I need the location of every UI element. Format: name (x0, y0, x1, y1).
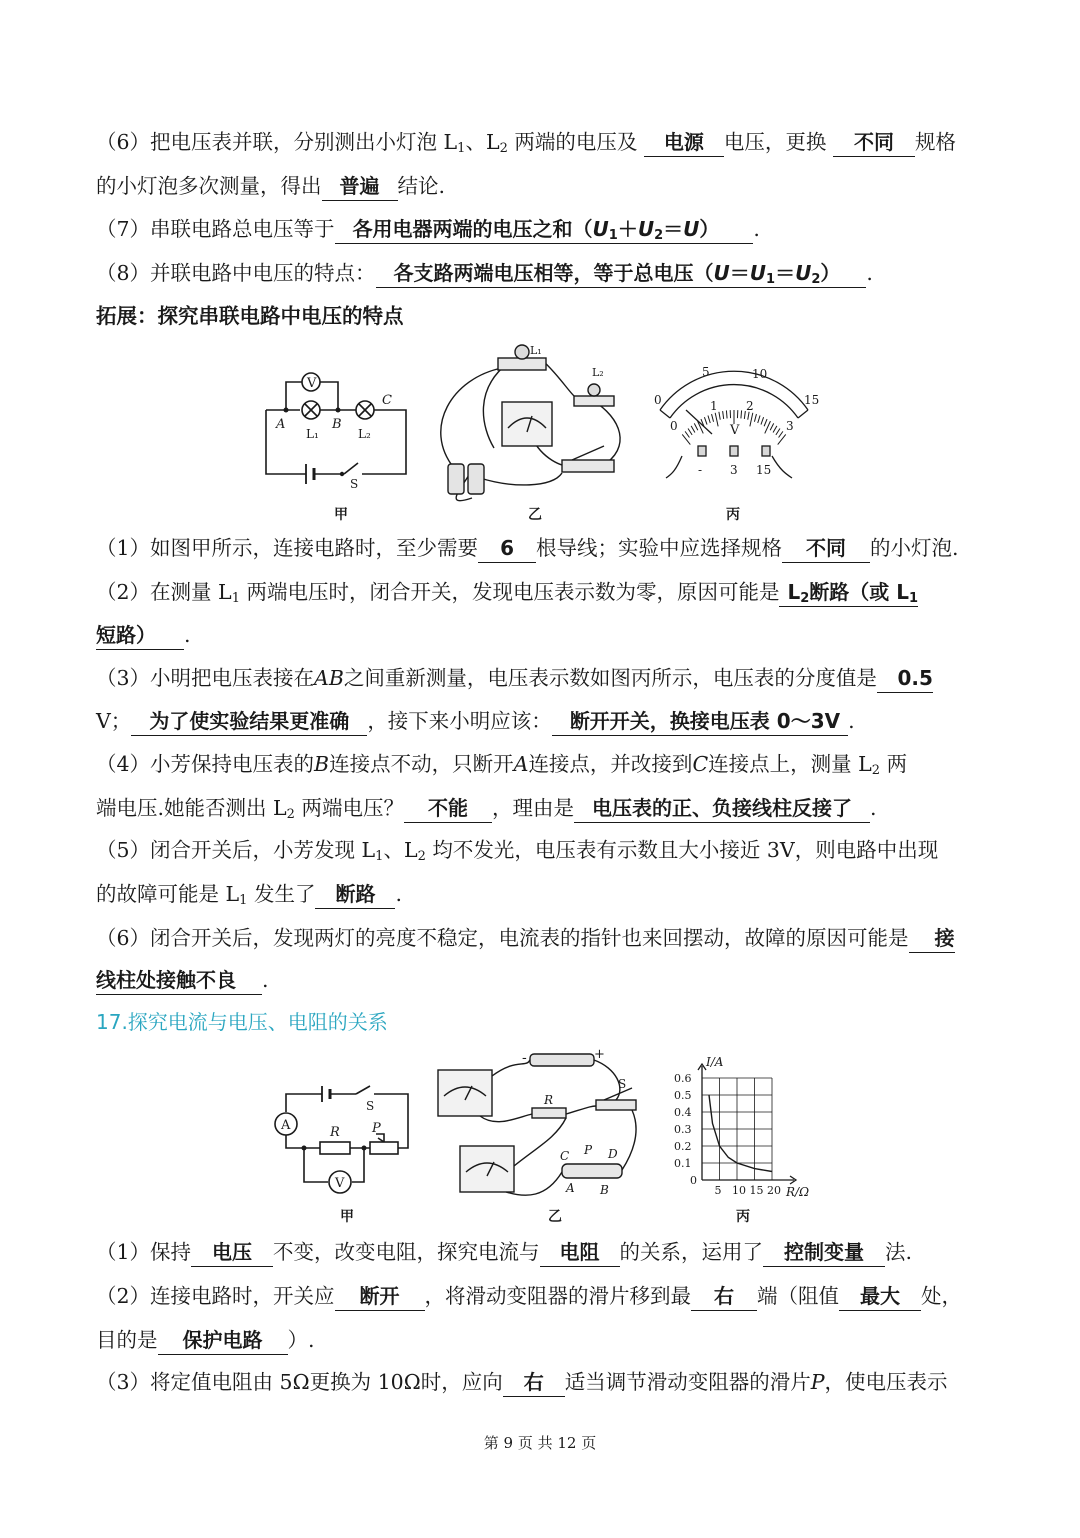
battery-minus-label: - (522, 1050, 527, 1066)
switch-label: S (618, 1077, 627, 1091)
y-tick-label: 0.1 (674, 1157, 692, 1170)
answer-blank: 右 (503, 1368, 565, 1397)
answer-blank: 各支路两端电压相等，等于总电压$(U=U_1=U_2)$ (376, 259, 867, 288)
figure1-yi-caption: 乙 (528, 507, 542, 523)
figure1-yi-apparatus (432, 338, 632, 508)
dial-tick (779, 431, 783, 437)
x-tick-label: 10 (732, 1184, 746, 1197)
dial-tick (688, 429, 692, 435)
dial-tick (719, 412, 720, 420)
line-q6-cont: 的小灯泡多次测量，得出 普遍 结论. (96, 172, 445, 201)
dial-tick (776, 429, 780, 435)
answer-blank: 电压 (191, 1238, 273, 1267)
figure2-yi-apparatus (436, 1048, 646, 1204)
inner-scale-label: 2 (746, 399, 754, 413)
answer-blank: 不同 (833, 128, 915, 157)
x-axis-label: R/Ω (786, 1185, 810, 1199)
answer-blank: 不同 (782, 534, 870, 563)
dial-tick (685, 431, 689, 437)
line-17-q2: （2）连接电路时，开关应 断开 ，将滑动变阻器的滑片移到最 右 端（阻值 最大 处， (96, 1282, 962, 1311)
line-ext-q2: （2）在测量 $L_1$ 两端电压时，闭合开关，发现电压表示数为零，原因可能是 $L_2$断路（或 $L_1$ (96, 580, 919, 606)
y-tick-label: 0.6 (674, 1072, 692, 1085)
y-tick-label: 0.3 (674, 1123, 692, 1136)
terminal-label: - (698, 463, 703, 477)
dial-tick (754, 414, 756, 422)
line-q6: （6）把电压表并联，分别测出小灯泡 $L_1$、$L_2$ 两端的电压及 电源 电压，更换 不同 规格 (96, 130, 956, 156)
current-curve (709, 1095, 772, 1172)
terminal-b-label: B (600, 1183, 609, 1197)
dial-tick (694, 423, 698, 430)
line-ext-q2-cont: 短路） . (96, 621, 191, 650)
answer-blank: 线柱处接触不良 (96, 966, 262, 995)
ammeter-label: A (281, 1118, 291, 1133)
dial-tick (715, 413, 718, 427)
y-axis-label: I/A (706, 1055, 724, 1069)
terminal-label: 3 (730, 463, 738, 477)
x-tick-label: 20 (767, 1184, 781, 1197)
terminal-label: 15 (756, 463, 772, 477)
line-ext-q6: （6）闭合开关后，发现两灯的亮度不稳定，电流表的指针也来回摆动，故障的原因可能是 接 (96, 924, 955, 953)
resistor-label: R (330, 1125, 340, 1140)
dial-tick (758, 416, 760, 424)
x-tick-label: 15 (749, 1184, 764, 1197)
point-a-label: A (276, 417, 286, 432)
battery-plus-label: + (594, 1047, 605, 1062)
dial-tick (770, 423, 774, 430)
outer-scale-label: 10 (752, 367, 768, 381)
line-q7: （7）串联电路总电压等于 各用电器两端的电压之和$(U_1+U_2=U)$ . (96, 217, 760, 243)
dial-tick (723, 411, 724, 419)
outer-scale-label: 5 (702, 365, 710, 379)
lamp-l1-label: L₁ (306, 427, 319, 441)
y-tick-label: 0.2 (674, 1140, 692, 1153)
dial-tick (691, 426, 695, 433)
line-ext-q4: （4）小芳保持电压表的B连接点不动，只断开A连接点，并改接到C连接点上，测量 $L_2$ 两 (96, 752, 908, 778)
switch-label: S (366, 1099, 375, 1113)
section-heading-17: 17.探究电流与电压、电阻的关系 (96, 1010, 388, 1034)
dial-tick (682, 434, 690, 444)
dial-tick (726, 410, 727, 418)
answer-blank: 接 (909, 924, 955, 953)
figure1-bing-caption: 丙 (726, 507, 740, 523)
switch-label: S (350, 477, 359, 491)
answer-blank: $L_2$断路（或 $L_1$ (779, 578, 918, 607)
terminal-a-label: A (566, 1181, 575, 1195)
figure1-jia-circuit (258, 362, 418, 492)
point-c-label: C (382, 393, 392, 408)
figure2-jia-circuit (266, 1086, 416, 1198)
line-17-q1: （1）保持 电压 不变，改变电阻，探究电流与 电阻 的关系，运用了 控制变量 法. (96, 1238, 912, 1267)
section-heading-extension: 拓展：探究串联电路中电压的特点 (96, 304, 404, 328)
dial-tick (778, 434, 786, 444)
figure2-bing-chart (670, 1056, 820, 1200)
answer-blank: 短路） (96, 621, 184, 650)
answer-blank: 断路 (315, 880, 395, 909)
answer-blank: 各用电器两端的电压之和$(U_1+U_2=U)$ (335, 215, 754, 244)
answer-blank: 断开 (335, 1282, 425, 1311)
line-ext-q3-cont: V； 为了使实验结果更准确 ，接下来小明应该： 断开开关，换接电压表 0～3V . (96, 707, 855, 736)
answer-blank: 最大 (839, 1282, 921, 1311)
outer-scale-label: 15 (804, 393, 820, 407)
answer-blank: 不能 (404, 794, 492, 823)
unit-label: V (730, 423, 740, 438)
figure2-bing-caption: 丙 (736, 1209, 750, 1225)
y-tick-label: 0 (690, 1174, 697, 1187)
figure2-jia-caption: 甲 (340, 1209, 354, 1225)
answer-blank: 电阻 (540, 1238, 620, 1267)
dial-tick (761, 417, 764, 424)
slider-p-label: P (584, 1143, 593, 1157)
y-tick-label: 0.5 (674, 1089, 692, 1102)
inner-scale-label: 3 (786, 419, 794, 433)
resistor-label: R (544, 1093, 554, 1107)
terminal-c-label: C (560, 1149, 570, 1163)
terminal-d-label: D (608, 1147, 618, 1161)
inner-scale-label: 1 (710, 399, 718, 413)
outer-scale-label: 0 (654, 393, 662, 407)
answer-blank: 电压表的正、负接线柱反接了 (574, 794, 870, 823)
line-17-q2-cont: 目的是 保护电路 ）. (96, 1326, 315, 1355)
x-tick-label: 5 (714, 1184, 722, 1197)
dial-tick (741, 410, 742, 418)
line-ext-q5-cont: 的故障可能是 $L_1$ 发生了 断路 . (96, 882, 402, 908)
inner-scale-label: 0 (670, 419, 678, 433)
answer-blank: 右 (691, 1282, 757, 1311)
answer-blank: 电源 (644, 128, 724, 157)
answer-blank: 控制变量 (763, 1238, 885, 1267)
dial-tick (712, 414, 714, 422)
dial-tick (704, 417, 707, 424)
line-ext-q4-cont: 端电压.她能否测出 $L_2$ 两端电压？ 不能 ，理由是 电压表的正、负接线柱反接了 . (96, 796, 877, 822)
voltmeter-label: V (335, 1176, 345, 1191)
dial-tick (708, 416, 710, 424)
line-q8: （8）并联电路中电压的特点： 各支路两端电压相等，等于总电压$(U=U_1=U_2)$ . (96, 261, 873, 287)
answer-blank: 6 (478, 534, 536, 563)
figure1-jia-caption: 甲 (334, 507, 348, 523)
y-tick-label: 0.4 (674, 1106, 692, 1119)
line-ext-q6-cont: 线柱处接触不良 . (96, 966, 269, 995)
line-17-q3: （3）将定值电阻由 5Ω更换为 10Ω时，应向 右 适当调节滑动变阻器的滑片P，使电压表示 (96, 1368, 948, 1397)
dial-tick (773, 426, 777, 433)
dial-tick (764, 419, 767, 426)
lamp-l2-label: L₂ (592, 366, 604, 379)
answer-blank: 断开开关，换接电压表 0～3V (552, 707, 848, 736)
answer-blank: 保护电路 (158, 1326, 288, 1355)
lamp-l2-label: L₂ (358, 427, 371, 441)
line-ext-q1: （1）如图甲所示，连接电路时，至少需要 6 根导线；实验中应选择规格 不同 的小灯泡. (96, 534, 959, 563)
answer-blank: 0.5 (877, 664, 933, 693)
dial-tick (750, 413, 753, 427)
point-b-label: B (332, 417, 342, 432)
answer-blank: 为了使实验结果更准确 (131, 707, 367, 736)
lamp-l1-label: L₁ (530, 344, 542, 357)
voltmeter-label: V (307, 376, 317, 391)
figure2-yi-caption: 乙 (548, 1209, 562, 1225)
line-ext-q5: （5）闭合开关后，小芳发现 $L_1$、$L_2$ 均不发光，电压表有示数且大小接近 3V，则电路中出现 (96, 838, 939, 864)
answer-blank: 普遍 (322, 172, 398, 201)
slider-label: P (372, 1121, 381, 1136)
line-ext-q3: （3）小明把电压表接在AB之间重新测量，电压表示数如图丙所示，电压表的分度值是 0.5 (96, 664, 933, 693)
figure1-bing-voltmeter-dial (646, 360, 826, 490)
page-footer: 第 9 页 共 12 页 (483, 1434, 597, 1452)
